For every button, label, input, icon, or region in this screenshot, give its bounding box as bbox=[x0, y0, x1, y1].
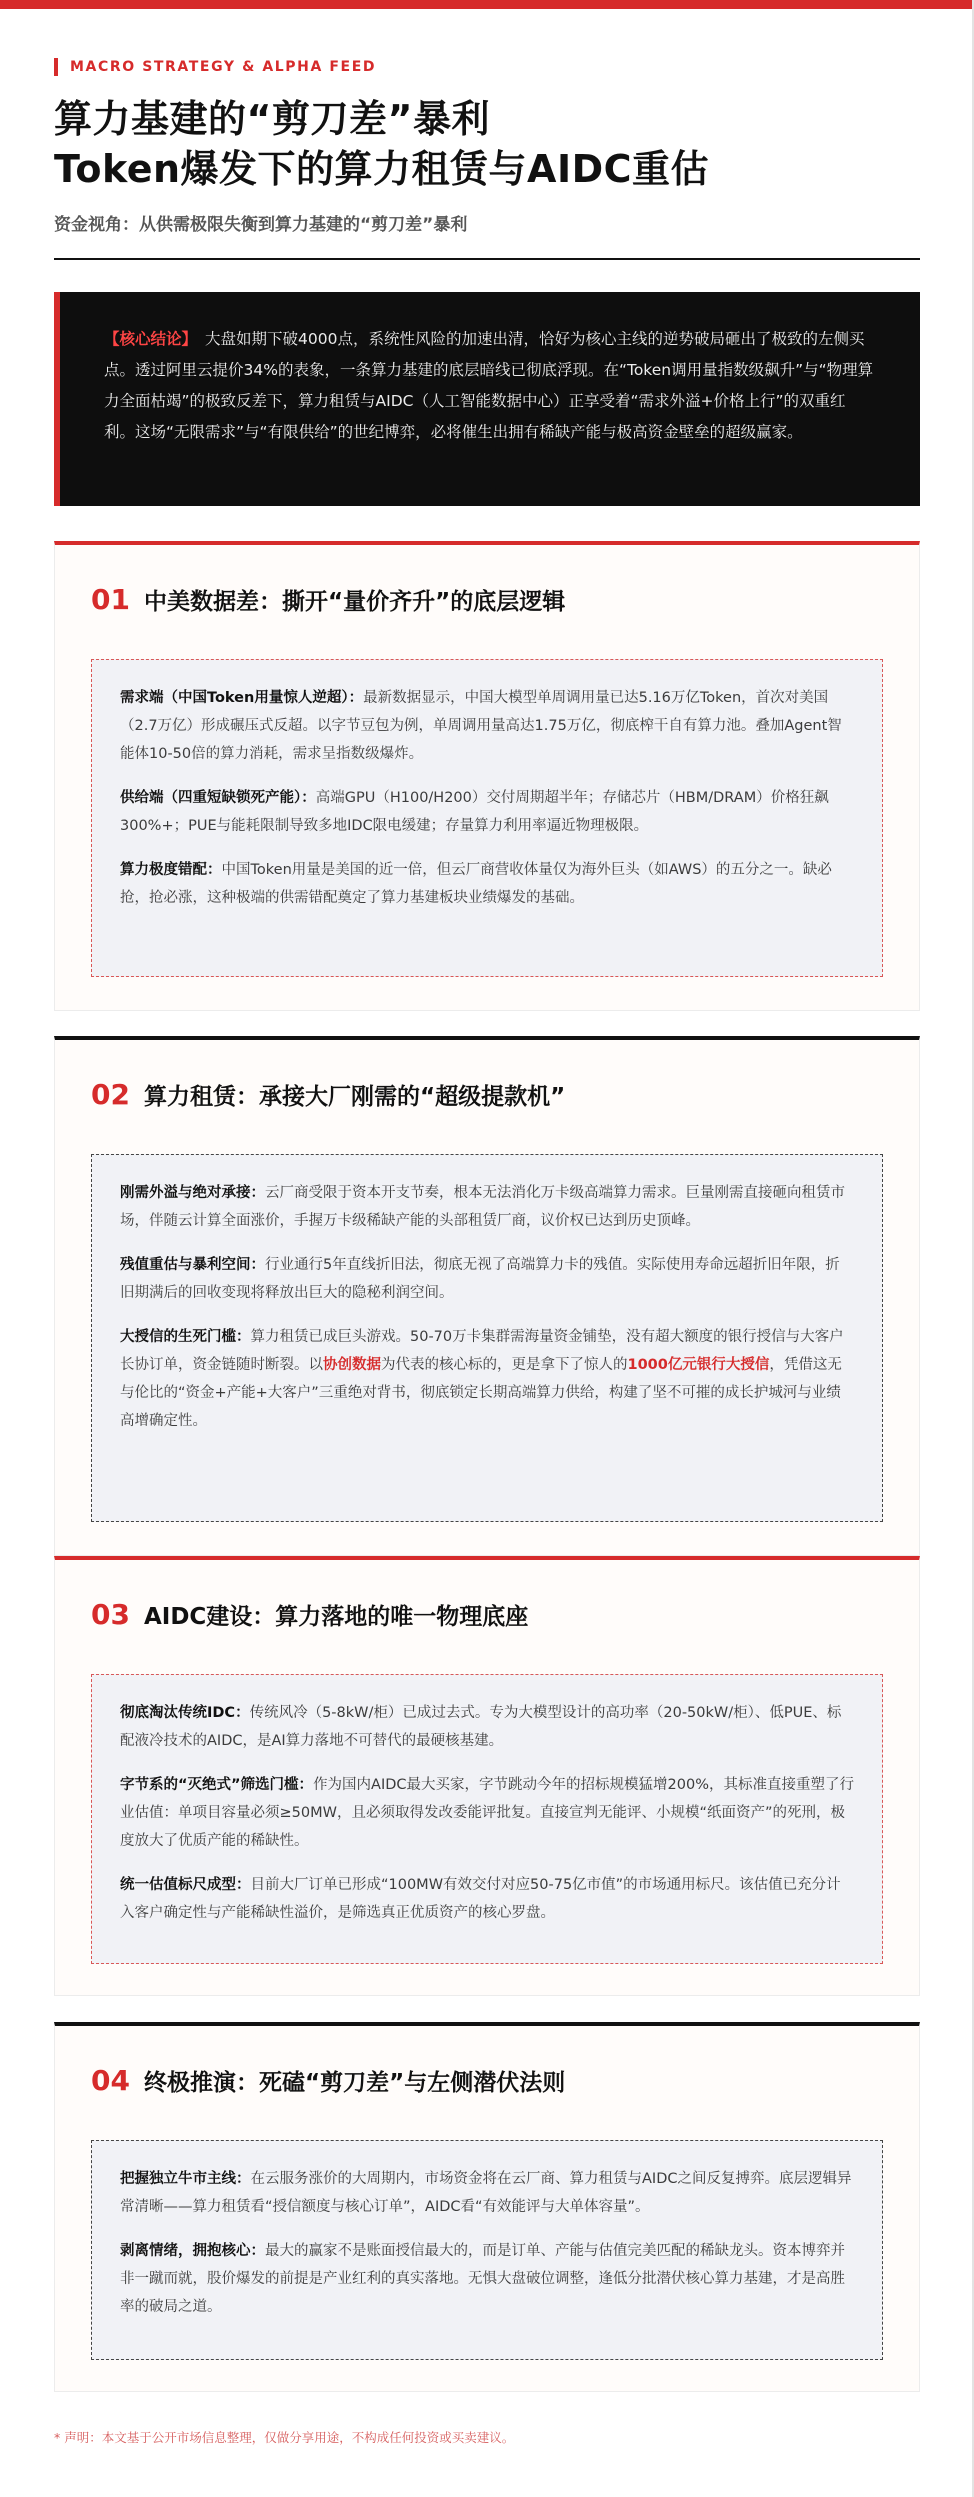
para-label: 大授信的生死门槛： bbox=[120, 1329, 251, 1345]
section-02-para-3 bbox=[120, 1323, 854, 1435]
page-subtitle: 资金视角：从供需极限失衡到算力基建的“剪刀差”暴利 bbox=[54, 215, 468, 235]
para-text: 目前大厂订单已形成“100MW有效交付对应50-75亿市值”的市场通用标尺。该估值已充分计入客户确定性与产能稀缺性溢价，是筛选真正优质资产的核心罗盘。 bbox=[120, 1877, 841, 1921]
para-label: 算力极度错配： bbox=[120, 862, 222, 878]
section-01-para-1 bbox=[120, 684, 854, 768]
section-01-para-2 bbox=[120, 784, 854, 840]
para-text: 作为国内AIDC最大买家，字节跳动今年的招标规模猛增200%，其标准直接重塑了行业估值：单项目容量必须≥50MW，且必须取得发改委能评批复。直接宣判无能评、小规模“纸面资产”的死刑，极度放大了优质产能的稀缺性。 bbox=[120, 1777, 854, 1849]
para-text: 中国Token用量是美国的近一倍，但云厂商营收体量仅为海外巨头（如AWS）的五分之一。缺必抢，抢必涨，这种极端的供需错配奠定了算力基建板块业绩爆发的基础。 bbox=[120, 862, 832, 906]
core-conclusion-box bbox=[54, 292, 920, 506]
section-02-title: 算力租赁：承接大厂刚需的“超级提款机” bbox=[143, 1084, 566, 1110]
section-02-number: 02 bbox=[91, 1078, 130, 1111]
section-04-heading bbox=[91, 2064, 565, 2097]
disclaimer-footnote: * 声明：本文基于公开市场信息整理，仅做分享用途，不构成任何投资或买卖建议。 bbox=[54, 2430, 515, 2445]
para-label: 残值重估与暴利空间： bbox=[120, 1257, 265, 1273]
para-text: 算力租赁已成巨头游戏。50-70万卡集群需海量资金铺垫，没有超大额度的银行授信与大客户长协订单，资金链随时断裂。以 bbox=[120, 1329, 844, 1373]
section-03-number: 03 bbox=[91, 1598, 130, 1631]
title-line-1: 算力基建的“剪刀差”暴利 bbox=[54, 97, 490, 141]
section-03-para-2 bbox=[120, 1771, 854, 1855]
para-label: 剥离情绪，拥抱核心： bbox=[120, 2243, 265, 2259]
core-conclusion-text: 大盘如期下破4000点，系统性风险的加速出清，恰好为核心主线的逆势破局砸出了极致的左侧买点。透过阿里云提价34%的表象，一条算力基建的底层暗线已彻底浮现。在“Token调用量指数级飙升”与“物理算力全面枯竭”的极致反差下，算力租赁与AIDC（人工智能数据中心）正享受着“需求外溢+价格上行”的双重红利。这场“无限需求”与“有限供给”的世纪博弈，必将催生出拥有稀缺产能与极高资金壁垒的超级赢家。 bbox=[104, 330, 874, 441]
section-02-para-2 bbox=[120, 1251, 854, 1307]
section-04-content-box bbox=[91, 2140, 883, 2360]
section-04-para-2 bbox=[120, 2237, 854, 2321]
section-01-para-3 bbox=[120, 856, 854, 912]
section-01-number: 01 bbox=[91, 583, 130, 616]
section-03-content-box bbox=[91, 1674, 883, 1964]
title-line-2: Token爆发下的算力租赁与AIDC重估 bbox=[54, 147, 710, 191]
para-label: 刚需外溢与绝对承接： bbox=[120, 1185, 265, 1201]
highlight-credit: 1000亿元银行大授信 bbox=[627, 1357, 770, 1373]
para-text: 最大的赢家不是账面授信最大的，而是订单、产能与估值完美匹配的稀缺龙头。资本博弈并非一蹴而就，股价爆发的前提是产业红利的真实落地。无惧大盘破位调整，逢低分批潜伏核心算力基建，才是高胜率的破局之道。 bbox=[120, 2243, 845, 2315]
para-text: 为代表的核心标的，更是拿下了惊人的 bbox=[381, 1357, 628, 1373]
section-04-card bbox=[54, 2022, 920, 2392]
core-conclusion-lead: 【核心结论】 bbox=[104, 330, 198, 348]
section-01-content-box bbox=[91, 659, 883, 977]
para-text: 云厂商受限于资本开支节奏，根本无法消化万卡级高端算力需求。巨量刚需直接砸向租赁市场，伴随云计算全面涨价，手握万卡级稀缺产能的头部租赁厂商，议价权已达到历史顶峰。 bbox=[120, 1185, 845, 1229]
para-label: 字节系的“灭绝式”筛选门槛： bbox=[120, 1777, 314, 1793]
section-04-number: 04 bbox=[91, 2064, 130, 2097]
para-label: 彻底淘汰传统IDC： bbox=[120, 1705, 250, 1721]
para-label: 把握独立牛市主线： bbox=[120, 2171, 251, 2187]
para-label: 供给端（四重短缺锁死产能）： bbox=[120, 790, 316, 806]
para-label: 统一估值标尺成型： bbox=[120, 1877, 251, 1893]
section-04-para-1 bbox=[120, 2165, 854, 2221]
para-label: 需求端（中国Token用量惊人逆超）： bbox=[120, 690, 364, 706]
section-04-title: 终极推演：死磕“剪刀差”与左侧潜伏法则 bbox=[143, 2070, 566, 2096]
page-title bbox=[54, 94, 709, 194]
para-text: ，凭借这无与伦比的“资金+产能+大客户”三重绝对背书，彻底锁定长期高端算力供给，构建了坚不可摧的成长护城河与业绩高增确定性。 bbox=[120, 1357, 842, 1429]
highlight-company: 协创数据 bbox=[323, 1357, 381, 1373]
section-02-card bbox=[54, 1036, 920, 1556]
top-accent-bar bbox=[0, 0, 974, 9]
section-03-heading bbox=[91, 1598, 528, 1631]
para-text: 高端GPU（H100/H200）交付周期超半年；存储芯片（HBM/DRAM）价格狂飙300%+；PUE与能耗限制导致多地IDC限电缓建；存量算力利用率逼近物理极限。 bbox=[120, 790, 829, 834]
section-03-para-3 bbox=[120, 1871, 854, 1927]
section-03-title: AIDC建设：算力落地的唯一物理底座 bbox=[143, 1604, 529, 1630]
para-text: 在云服务涨价的大周期内，市场资金将在云厂商、算力租赁与AIDC之间反复搏弈。底层逻辑异常清晰——算力租赁看“授信额度与核心订单”，AIDC看“有效能评与大单体容量”。 bbox=[120, 2171, 852, 2215]
para-text: 传统风冷（5-8kW/柜）已成过去式。专为大模型设计的高功率（20-50kW/柜）、低PUE、标配液冷技术的AIDC，是AI算力落地不可替代的最硬核基建。 bbox=[120, 1705, 842, 1749]
section-03-para-1 bbox=[120, 1699, 854, 1755]
section-01-card bbox=[54, 541, 920, 1011]
para-text: 最新数据显示，中国大模型单周调用量已达5.16万亿Token，首次对美国（2.7万亿）形成碾压式反超。以字节豆包为例，单周调用量高达1.75万亿，彻底榨干自有算力池。叠加Agent智能体10-50倍的算力消耗，需求呈指数级爆炸。 bbox=[120, 690, 842, 762]
section-02-heading bbox=[91, 1078, 565, 1111]
section-03-card bbox=[54, 1556, 920, 1996]
section-01-heading bbox=[91, 583, 565, 616]
section-01-title: 中美数据差：撕开“量价齐升”的底层逻辑 bbox=[143, 589, 566, 615]
section-02-content-box bbox=[91, 1154, 883, 1522]
section-02-para-1 bbox=[120, 1179, 854, 1235]
header-divider bbox=[54, 258, 920, 260]
para-text: 行业通行5年直线折旧法，彻底无视了高端算力卡的残值。实际使用寿命远超折旧年限，折旧期满后的回收变现将释放出巨大的隐秘利润空间。 bbox=[120, 1257, 840, 1301]
kicker-label: MACRO STRATEGY & ALPHA FEED bbox=[54, 58, 376, 76]
